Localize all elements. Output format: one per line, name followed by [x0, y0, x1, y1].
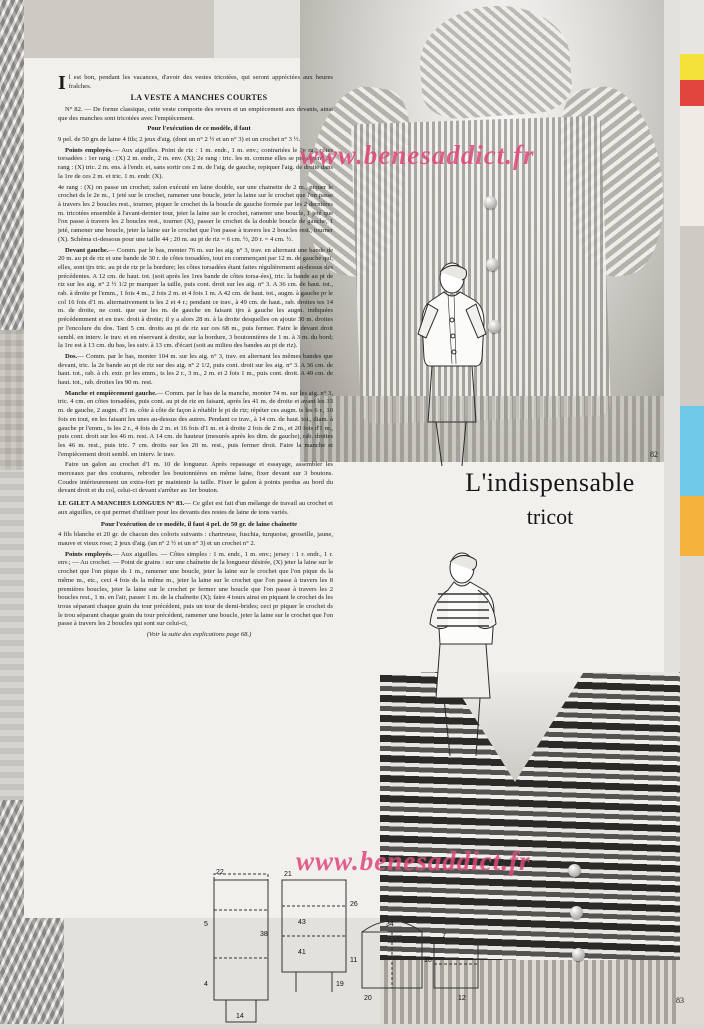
- edge-bar-cyan: [680, 406, 704, 496]
- sleeve-heading: Manche et empiècement gauche.: [65, 389, 157, 397]
- schematic-label-41: 41: [298, 949, 306, 956]
- stitches-heading: Points employés.: [65, 146, 113, 154]
- article-text-column: [58, 74, 333, 642]
- edge-bar-red: [680, 80, 704, 106]
- schematic-label-26: 26: [350, 901, 358, 908]
- schematic-label-20: 20: [364, 995, 372, 1002]
- pattern-schematics: [196, 866, 496, 1024]
- left-front-text: — Comm. par le bas, monter 76 m. sur les aig. n° 3, trav. en alternant une bande de 20 m. au pt de riz et une bande de 30 r. de côtes torsadées, tout en commençant par 12 m. de gauche qui, elles, sont tjrs tric. au pt de riz pr la bordure; les côtes torsadées étant faites régulièrement au-dessus des précédentes. A 12 cm. de haut. tot. (soit après les 1res bande de côtes torsa-ées), tric. la bande au pt de riz sur les aig. n° 2 ½ 1/2 pr marquer la taille, puis cont. droit sur les aig. n° 3. A 36 cm. de haut. tot., rab. à droite pr l'emm., 1 fois 4 m., 2 fois 2 m. et 4 fois 1 m. A 42 cm. de haut. tot., augm. à gauche pr le col 16 fois d'1 m. alternativement ts les 2 et 4 r.; pendant ce trav., à 49 cm. de haut., rab. droites tes 14 m. de droite, ne cont. que sur les m. de gauche en faisant tjrs à gauche les augm. indiquées précédemment et en trav. droit à droite; il y a alors 28 m. à la droite desquelles on ajoute 30 m. droites pr l'encolure du dos. Tant 5 cm. droits au pt de riz sur ces 68 m., puis fermer. Faire le devant droit sembl. en interv. le trav. et en réservant à droite, sur la bordure, 3 boutonnières de 1 m. à 3 m. du bord; la 1re est à 13 cm. du bas, les suiv. à 13 cm. d'écart (soit au milieu des bandes au pt de riz).: [58, 246, 334, 350]
- edge-bar-2: [680, 106, 704, 226]
- sleeve-text: — Comm. par le bas de la manche, monter 74 m. sur les aig. n° 3, tric. 4 cm. en côtes torsadées, puis cont. au pt de riz en faisant, après les 41 m. de droite et avant les 33 m. de gauche, 2 augm. d'1 m. côte à côte de façon à rétablir le pt de riz; répéter ces augm. ts les 6 r., 10 fois en tout, en les faisant les unes au-dessus des autres. Pendant ce trav., à 14 cm. de haut. tot., diam. à gauche pr l'emm., ts les 2 r., 4 fois de 2 m. et 16 fois d'1 m. et à droite 2 fois de 2 m., et 20 fois d'1 m., puis cont. droit sur les 46 m. rest. A 14 cm. de hauteur (mesurés après les dim. de gauche), rab. droites les 46 m. rest., puis tric. 7 cm. droits sur les 20 m. rest., puis fermer droit. Faire la manche et l'empiècement droit sembl. en interv. le trav.: [58, 389, 333, 458]
- page-number-right: 83: [676, 996, 684, 1005]
- headline-line-1: L'indispensable: [465, 468, 635, 497]
- cardigan-button-2: [570, 906, 583, 919]
- schematic-label-38: 38: [260, 931, 268, 938]
- cardigan-stitches-heading: Points employés.: [65, 550, 113, 558]
- fashion-illustration-jacket: [392, 258, 510, 470]
- stitches-text-cont: 4e rang : (X) on passe un crochet; zalon exécuté en laine double, sur une chainette de 2 m., piquer le crochet ds le 2e m., 1 jeté sur le crochet, ramener une boucle, jeter la laine sur le crochet que l'on passe à travers les 2 boucles rest., tourner, piquer le crochet ds la boucle de gauche formée par les 2 dernières m. tricotées ensemble à l'avant-dernier tour, jeter la laine sur le crochet, ramener une boucle, 1 jeté que l'on passe à travers les 2 boucles rest., tourner (X), passer le crochet ds la double boucle de gauche, 1 jeté, ramener une boucle, jeter la laine sur le crochet que l'on passe à travers les 2 boucles rest., tourner (X). Schéma ci-dessous pour une taille 44 ; 20 m. au pt de riz = 6 cm. ½, 20 r. = 4 cm. ½.: [58, 183, 333, 243]
- schematic-label-14: 14: [236, 1013, 244, 1020]
- headline-line-2: tricot: [526, 504, 574, 529]
- intro-paragraph: l est bon, pendant les vacances, d'avoir des vestes tricotées, qui seront appréciées aux heures fraîches.: [68, 74, 333, 90]
- drop-cap: I: [58, 72, 66, 94]
- back-text: — Comm. par le bas, monter 104 m. sur les aig. n° 3, trav. en alternant les mêmes bandes que devant, tric. la 2e bande au pt de riz sur des aig. n° 2 1/2, puis cont. droit sur les aig. n° 3. A 36 cm. de haut. tot., rab. à ch. extr. pr les emm., ts les 2 r., 3 m., 2 m. et 2 fois 1 m., puis cont. droit. A 49 cm. de haut. tot., rab. droites les 90 m. rest.: [58, 352, 333, 387]
- cardigan-description: — Ce gilet est fait d'un mélange de travail au crochet et aux aiguilles, ce qui permet d'utiliser pour les devants des restes de laine de tons variés.: [58, 500, 333, 516]
- schematic-label-43: 43: [298, 919, 306, 926]
- schematic-label-11: 11: [350, 957, 358, 964]
- schematic-label-7: 7: [442, 933, 446, 940]
- back-heading: Dos.: [65, 352, 78, 360]
- schematic-label-10: 10: [424, 957, 432, 964]
- finishing-text: Faire un galon au crochet d'1 m. 10 de longueur. Après repassage et essayage, assembler les morceaux par des coutures, rebroder les boutonnières en même laine, fixer devant sur 3 boutons. Coudre intérieurement un extra-fort pr maintenir la taille. Fixer le galon à points perdus au bord du devant droit et du col, celui-ci devant s'arrêter au 1er bouton.: [58, 461, 333, 495]
- cardigan-materials-list: 4 fils blanche et 20 gr. de chacun des coloris suivants : chartreuse, fuschia, turquoise, groseille, jaune, mauve et vieux rose; 2 jeux d'aig. (un n° 2 ½ et un n° 3) et un crochet n° 2.: [58, 531, 333, 547]
- continuation-note: (Voir la suite des explications page 68.): [146, 631, 252, 639]
- jacket-button-1: [484, 196, 497, 209]
- cardigan-materials-heading: Pour l'exécution de ce modèle, il faut 4 pel. de 50 gr. de laine chaînette: [100, 520, 298, 528]
- jacket-description: N° 82. — De forme classique, cette veste comporte des revers et un empiècement aux devants, ainsi que des manches sont tricotées avec l'empiècement.: [58, 105, 333, 122]
- stitches-text: — Aux aiguilles. Point de riz : 1 m. endr., 1 m. env.; contrariées le 2e rg.; côtes torsadées : 1er rang : (X) 2 m. endr., 2 m. env. (X); 2e rang : tric. les m. comme elles se présentent; 3e rang : (X) tric. 2 m. ens. à l'endr. et, sans sortir ces 2 m. de l'aig. de gauche, repiquer l'aig. de droite dans la 1re de ces 2 m. et tric. 1 m. endr. (X).: [58, 146, 333, 180]
- edge-bar-3: [680, 226, 704, 406]
- schematic-label-5: 5: [204, 921, 208, 928]
- schematic-label-21: 21: [284, 871, 292, 878]
- watermark-bottom: www.benesaddict.fr: [296, 846, 531, 876]
- edge-bar-1: [680, 0, 704, 54]
- page-edge-bars: [680, 0, 704, 1024]
- schematic-label-34: 34: [386, 921, 394, 928]
- materials-heading: Pour l'exécution de ce modèle, il faut: [147, 125, 251, 133]
- schematic-label-12: 12: [458, 995, 466, 1002]
- materials-list: 9 pel. de 50 grs de laine 4 fils; 2 jeux d'aig. (dont un n° 2 ½ et un n° 3) et un crochet n° 3 ½.: [58, 136, 301, 144]
- edge-bar-orange: [680, 496, 704, 556]
- left-front-heading: Devant gauche.: [65, 246, 109, 254]
- article-title-cardigan: LE GILET A MANCHES LONGUES N° 83.: [58, 500, 185, 508]
- fashion-illustration-cardigan: [404, 548, 522, 760]
- watermark-top: www.benesaddict.fr: [300, 140, 535, 170]
- schematic-label-22: 22: [216, 869, 224, 876]
- cardigan-button-1: [568, 864, 581, 877]
- paper-top-margin: [24, 0, 214, 62]
- schematic-label-19: 19: [336, 981, 344, 988]
- edge-bar-yellow: [680, 54, 704, 80]
- cardigan-stitches-text: — Aux aiguilles. — Côtes simples : 1 m. endr., 1 m. env.; jersey : 1 r. endr., 1 r. env.; — Au crochet. — Point de grains : sur une chaînette de la longueur désirée, (X) jeter la laine sur le crochet que l'on pique ds 1 m., ramener une boucle, jeter la laine sur le crochet que l'on pique ds la même m., etc., ceci 4 fois ds la même m., jeter la laine sur le crochet que l'on passe à travers les 8 premières boucles, jeter la laine sur le crochet pr fermer une boucle que l'on passe à travers les 2 boucles rest., 1 m. en l'air, passer 1 m. de la chaînette (X); faire 4 tours ainsi en piquant le crochet ds les trous séparant chaque grain du tour précédent, puis un tour de demi-brides; ceci pr piquer le crochet ds le trou séparant chaque grain du tour précédent, ramener une boucle, jeter la laine sur le crochet que l'on passe à travers les 2 boucles qui sont sur celui-ci,: [58, 550, 334, 628]
- schematic-diagrams: [196, 866, 496, 1024]
- section-headline: [430, 468, 670, 530]
- article-title-jacket: LA VESTE A MANCHES COURTES: [130, 93, 268, 103]
- edge-bar-4: [680, 556, 704, 1024]
- schematic-label-4: 4: [204, 981, 208, 988]
- cardigan-button-3: [572, 948, 585, 961]
- jacket-collar: [416, 1, 573, 121]
- page-number-left: 82: [650, 450, 658, 459]
